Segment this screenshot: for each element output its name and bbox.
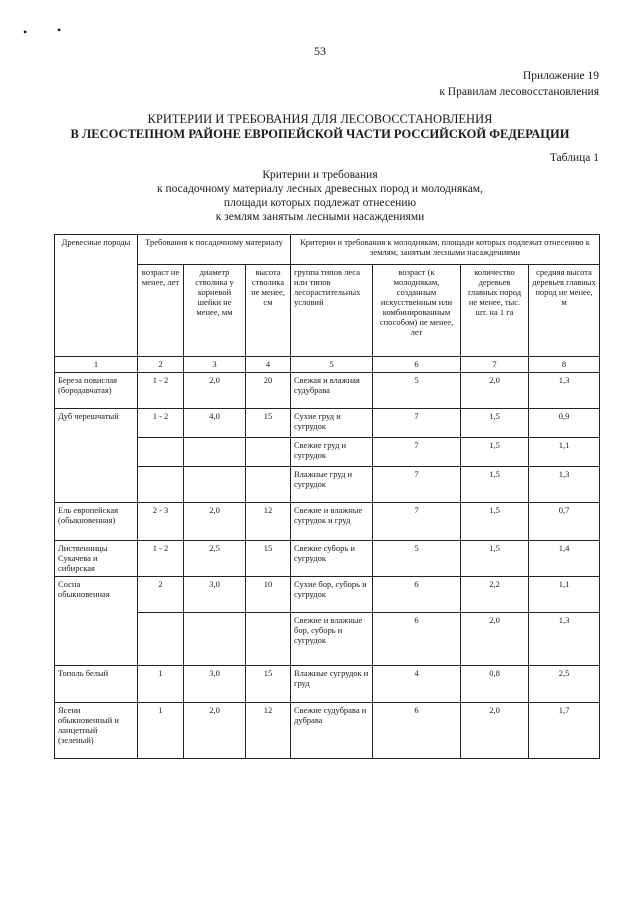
subtitle-line: площади которых подлежат отнесению — [223, 197, 417, 209]
tree-count-cell: 1,5 — [461, 541, 529, 577]
header-species: Древесные породы — [55, 235, 138, 357]
seedling-age-cell: 2 - 3 — [138, 503, 184, 541]
header-diameter: диаметр стволика у корневой шейки не менее, мм — [184, 265, 246, 357]
column-number: 3 — [184, 357, 246, 373]
stem-diameter-cell: 2,0 — [184, 373, 246, 409]
young-age-cell: 7 — [373, 503, 461, 541]
column-number: 5 — [291, 357, 373, 373]
forest-type-cell: Свежие судубрава и дубрава — [291, 703, 373, 759]
header-row-groups — [55, 235, 600, 265]
stem-height-cell: 15 — [246, 409, 291, 438]
seedling-age-cell: 1 — [138, 666, 184, 703]
young-age-cell: 6 — [373, 703, 461, 759]
title-line-2: В ЛЕСОСТЕПНОМ РАЙОНЕ ЕВРОПЕЙСКОЙ ЧАСТИ РОССИЙСКОЙ ФЕДЕРАЦИИ — [70, 127, 570, 141]
seedling-age-cell: 1 - 2 — [138, 541, 184, 577]
column-number: 4 — [246, 357, 291, 373]
forest-type-cell: Свежие суборь и сугрудок — [291, 541, 373, 577]
header-planting-material: Требования к посадочному материалу — [138, 235, 291, 265]
seedling-age-cell: 2 — [138, 577, 184, 613]
table-label: Таблица 1 — [549, 152, 599, 164]
forest-type-cell: Влажные сугрудок и груд — [291, 666, 373, 703]
young-age-cell: 7 — [373, 438, 461, 467]
avg-height-cell: 1,3 — [529, 373, 600, 409]
young-age-cell: 4 — [373, 666, 461, 703]
avg-height-cell: 1,4 — [529, 541, 600, 577]
seedling-age-cell: 1 - 2 — [138, 373, 184, 409]
subtitle-line: Критерии и требования — [262, 169, 378, 181]
avg-height-cell: 1,3 — [529, 613, 600, 666]
appendix-rules: к Правилам лесовосстановления — [439, 86, 599, 98]
header-height: высота стволика не менее, см — [246, 265, 291, 357]
stem-diameter-cell — [184, 613, 246, 666]
header-avg-height: средняя высота деревьев главных пород не менее, м — [529, 265, 600, 357]
tree-count-cell: 2,0 — [461, 373, 529, 409]
tree-count-cell: 1,5 — [461, 503, 529, 541]
tree-count-cell: 1,5 — [461, 467, 529, 503]
header-young-age: возраст (к молоднякам, созданным искусственным или комбинированным способом) не менее, лет — [373, 265, 461, 357]
species-cell: Тополь белый — [55, 666, 138, 703]
young-age-cell: 6 — [373, 577, 461, 613]
column-number: 7 — [461, 357, 529, 373]
table-row — [55, 503, 600, 541]
tree-count-cell: 2,2 — [461, 577, 529, 613]
forest-type-cell: Свежая и влажная судубрава — [291, 373, 373, 409]
table-row — [55, 373, 600, 409]
stem-height-cell: 15 — [246, 541, 291, 577]
stem-height-cell: 12 — [246, 503, 291, 541]
species-cell: Береза повислая (бородавчатая) — [55, 373, 138, 409]
stem-height-cell — [246, 438, 291, 467]
avg-height-cell: 0,9 — [529, 409, 600, 438]
forest-type-cell: Свежие груд и сугрудок — [291, 438, 373, 467]
tree-count-cell: 2,0 — [461, 613, 529, 666]
table-row — [55, 409, 600, 438]
scan-mark-right: • — [57, 23, 62, 37]
scan-mark-left: • — [23, 25, 28, 39]
tree-count-cell: 1,5 — [461, 438, 529, 467]
avg-height-cell: 0,7 — [529, 503, 600, 541]
stem-diameter-cell: 4,0 — [184, 409, 246, 438]
seedling-age-cell — [138, 613, 184, 666]
forest-type-cell: Свежие и влажные сугрудок и груд — [291, 503, 373, 541]
avg-height-cell: 1,3 — [529, 467, 600, 503]
species-cell: Лиственницы Сукачева и сибирская — [55, 541, 138, 577]
appendix-number: Приложение 19 — [522, 70, 599, 82]
avg-height-cell: 1,7 — [529, 703, 600, 759]
criteria-table — [54, 234, 600, 759]
column-number-row — [55, 357, 600, 373]
appendix-reference — [439, 68, 599, 100]
subtitle-line: к посадочному материалу лесных древесных пород и молоднякам, — [157, 183, 483, 195]
tree-count-cell: 1,5 — [461, 409, 529, 438]
tree-count-cell: 2,0 — [461, 703, 529, 759]
species-cell: Ясени обыкновенный и ланцетный (зеленый) — [55, 703, 138, 759]
stem-diameter-cell — [184, 467, 246, 503]
table-row — [55, 703, 600, 759]
young-age-cell: 7 — [373, 409, 461, 438]
table-row — [55, 577, 600, 613]
avg-height-cell: 1,1 — [529, 438, 600, 467]
table-row — [55, 541, 600, 577]
header-age-min: возраст не менее, лет — [138, 265, 184, 357]
young-age-cell: 5 — [373, 541, 461, 577]
column-number: 1 — [55, 357, 138, 373]
stem-diameter-cell: 2,0 — [184, 703, 246, 759]
seedling-age-cell — [138, 438, 184, 467]
header-forest-type: группа типов леса или типов лесорастительных условий — [291, 265, 373, 357]
species-cell: Дуб черешчатый — [55, 409, 138, 503]
avg-height-cell: 2,5 — [529, 666, 600, 703]
seedling-age-cell: 1 - 2 — [138, 409, 184, 438]
subtitle-line: к землям занятым лесными насаждениями — [215, 211, 425, 223]
species-cell: Ель европейская (обыкновенная) — [55, 503, 138, 541]
young-age-cell: 7 — [373, 467, 461, 503]
stem-height-cell: 12 — [246, 703, 291, 759]
header-young-stands: Критерии и требования к молоднякам, площади которых подлежат отнесению к землям, занятым лесными насаждениями — [291, 235, 600, 265]
stem-diameter-cell: 2,5 — [184, 541, 246, 577]
tree-count-cell: 0,8 — [461, 666, 529, 703]
column-number: 8 — [529, 357, 600, 373]
title-line-1: КРИТЕРИИ И ТРЕБОВАНИЯ ДЛЯ ЛЕСОВОССТАНОВЛЕНИЯ — [147, 112, 493, 126]
forest-type-cell: Свежие и влажные бор, суборь и сугрудок — [291, 613, 373, 666]
header-tree-count: количество деревьев главных пород не менее, тыс. шт. на 1 га — [461, 265, 529, 357]
column-number: 2 — [138, 357, 184, 373]
avg-height-cell: 1,1 — [529, 577, 600, 613]
forest-type-cell: Сухие бор, суборь и сугрудок — [291, 577, 373, 613]
document-title — [0, 112, 640, 142]
stem-height-cell: 10 — [246, 577, 291, 613]
stem-height-cell: 20 — [246, 373, 291, 409]
forest-type-cell: Сухие груд и сугрудок — [291, 409, 373, 438]
stem-height-cell — [246, 613, 291, 666]
stem-diameter-cell: 3,0 — [184, 666, 246, 703]
stem-diameter-cell: 3,0 — [184, 577, 246, 613]
seedling-age-cell: 1 — [138, 703, 184, 759]
young-age-cell: 6 — [373, 613, 461, 666]
table-subtitle — [0, 168, 640, 224]
column-number: 6 — [373, 357, 461, 373]
stem-diameter-cell: 2,0 — [184, 503, 246, 541]
forest-type-cell: Влажные груд и сугрудок — [291, 467, 373, 503]
young-age-cell: 5 — [373, 373, 461, 409]
table-row — [55, 666, 600, 703]
stem-height-cell — [246, 467, 291, 503]
page-number: 53 — [314, 44, 326, 58]
stem-diameter-cell — [184, 438, 246, 467]
stem-height-cell: 15 — [246, 666, 291, 703]
seedling-age-cell — [138, 467, 184, 503]
species-cell: Сосна обыкновенная — [55, 577, 138, 666]
